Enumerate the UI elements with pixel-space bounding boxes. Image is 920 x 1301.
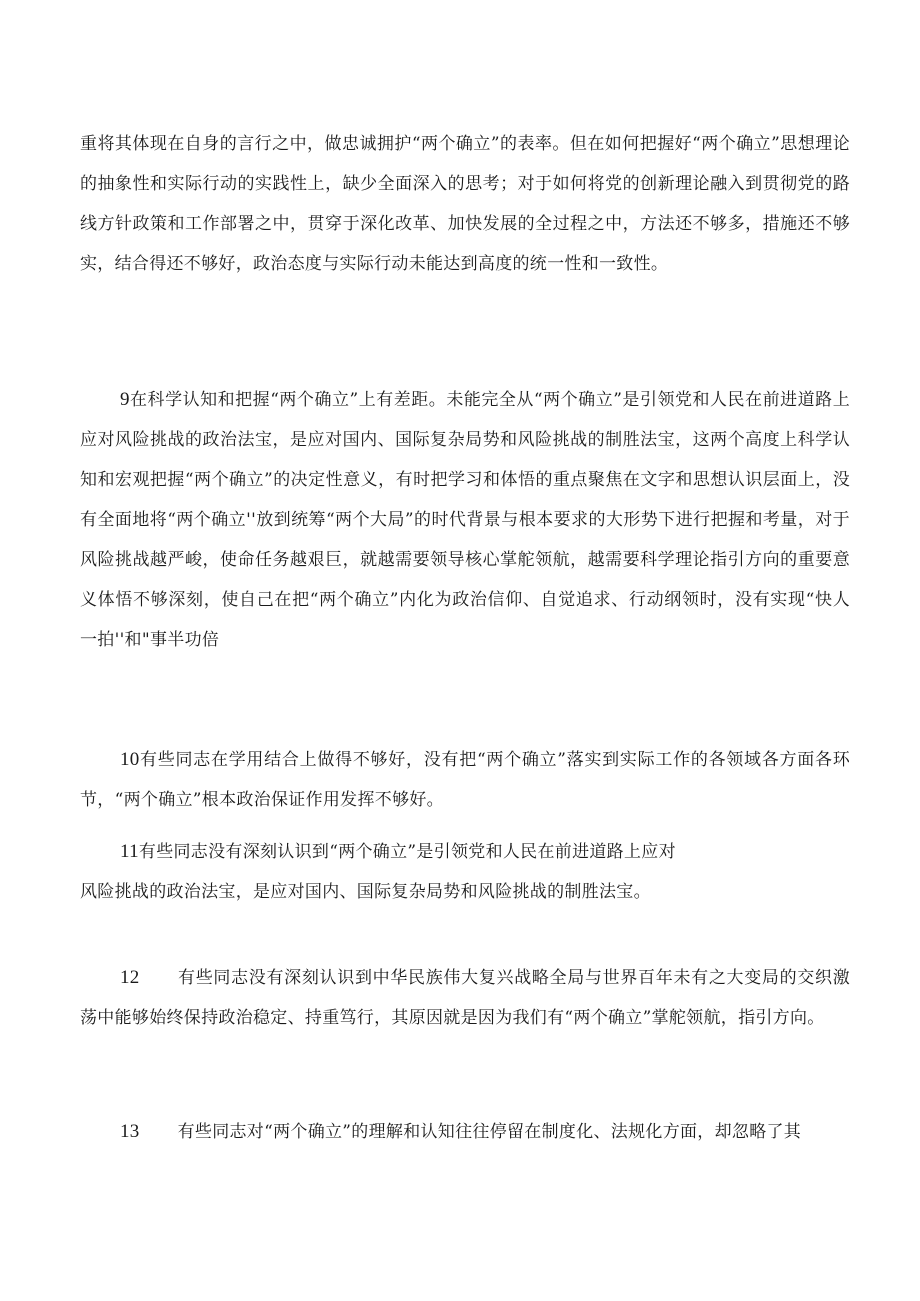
paragraph-text: 有些同志对“两个确立”的理解和认知往往停留在制度化、法规化方面，却忽略了其 bbox=[177, 1122, 802, 1142]
paragraph-number: 10 bbox=[120, 749, 140, 770]
paragraph-11-continuation bbox=[80, 872, 850, 912]
paragraph-continued bbox=[80, 124, 850, 284]
paragraph-13 bbox=[80, 1112, 850, 1152]
paragraph-text: 在科学认知和把握“两个确立”上有差距。未能完全从“两个确立”是引领党和人民在前进道路上应对风险挑战的政治法宝，是应对国内、国际复杂局势和风险挑战的制胜法宝，这两个高度上科学认知和宏观把握“两个确立”的决定性意义，有时把学习和体悟的重点聚焦在文字和思想认识层面上，没有全面地将“两个确立''放到统筹“两个大局”的时代背景与根本要求的大形势下进行把握和考量，对于风险挑战越严峻，使命任务越艰巨，就越需要领导核心掌舵领航，越需要科学理论指引方向的重要意义体悟不够深刻，使自己在把“两个确立”内化为政治信仰、自觉追求、行动纲领时，没有实现“快人一拍''和"事半功倍 bbox=[80, 390, 850, 650]
paragraph-text: 重将其体现在自身的言行之中，做忠诚拥护“两个确立”的表率。但在如何把握好“两个确立”思想理论的抽象性和实际行动的实践性上，缺少全面深入的思考；对于如何将党的创新理论融入到贯彻党的路线方针政策和工作部署之中，贯穿于深化改革、加快发展的全过程之中，方法还不够多，措施还不够实，结合得还不够好，政治态度与实际行动未能达到高度的统一性和一致性。 bbox=[80, 134, 850, 274]
paragraph-12 bbox=[80, 958, 850, 1038]
paragraph-text: 有些同志没有深刻认识到“两个确立”是引领党和人民在前进道路上应对 bbox=[138, 842, 676, 862]
paragraph-number: 11 bbox=[120, 841, 139, 862]
paragraph-9 bbox=[80, 380, 850, 660]
paragraph-number: 13 bbox=[120, 1121, 140, 1142]
paragraph-10 bbox=[80, 740, 850, 820]
paragraph-text: 有些同志在学用结合上做得不够好，没有把“两个确立”落实到实际工作的各领域各方面各环节，“两个确立”根本政治保证作用发挥不够好。 bbox=[80, 750, 850, 810]
paragraph-text: 有些同志没有深刻认识到中华民族伟大复兴战略全局与世界百年未有之大变局的交织激荡中能够始终保持政治稳定、持重笃行，其原因就是因为我们有“两个确立”掌舵领航，指引方向。 bbox=[80, 968, 850, 1028]
paragraph-text: 风险挑战的政治法宝，是应对国内、国际复杂局势和风险挑战的制胜法宝。 bbox=[80, 882, 651, 902]
paragraph-number: 9 bbox=[120, 389, 130, 410]
paragraph-11 bbox=[80, 832, 850, 872]
paragraph-number: 12 bbox=[120, 967, 140, 988]
